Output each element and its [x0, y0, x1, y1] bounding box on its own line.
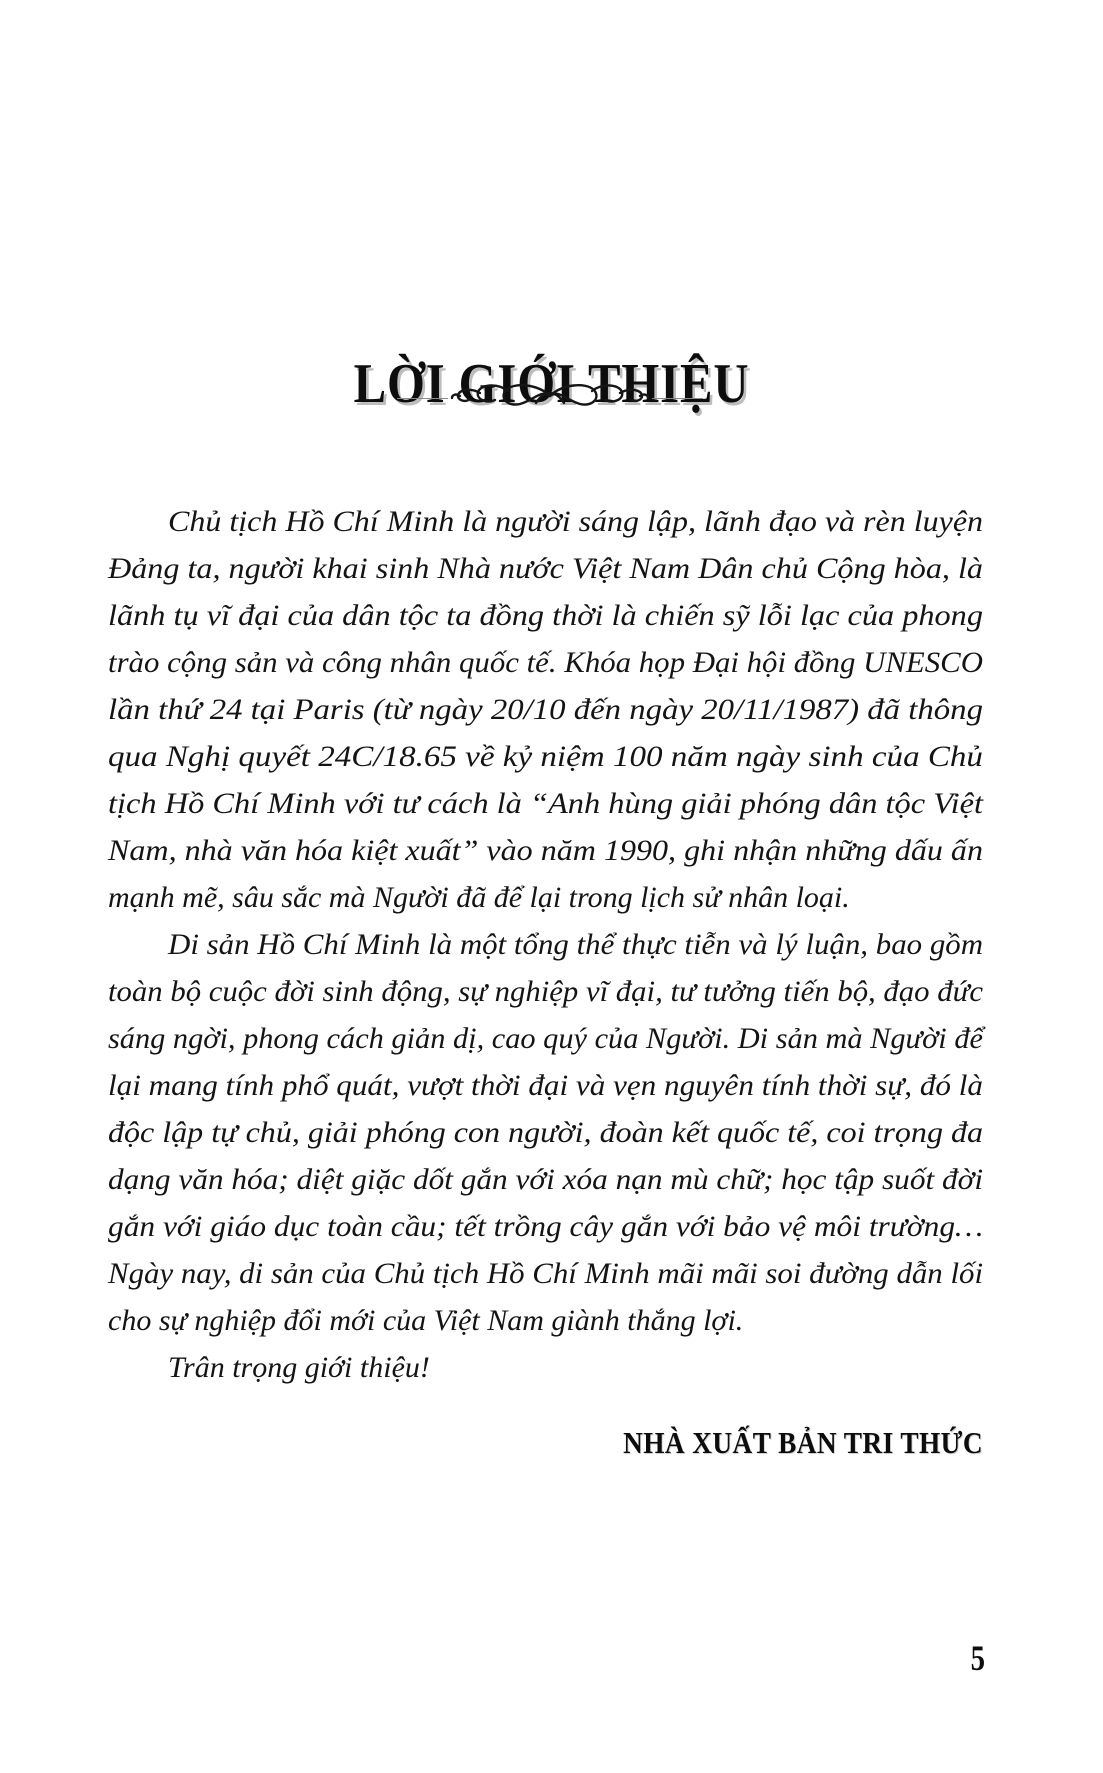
divider-rule-left: [397, 398, 448, 399]
body-line: Chủ tịch Hồ Chí Minh là người sáng lập, lãnh đạo và rèn luyện: [168, 505, 984, 538]
body-line: Đảng ta, người khai sinh Nhà nước Việt Nam Dân chủ Cộng hòa, là: [108, 552, 983, 585]
page-title: LỜI GIỚI THIỆU: [353, 352, 750, 415]
body-line: Di sản Hồ Chí Minh là một tổng thể thực tiễn và lý luận, bao gồm: [168, 928, 984, 961]
flourish-icon: [448, 381, 652, 416]
body-line: Nam, nhà văn hóa kiệt xuất” vào năm 1990, ghi nhận những dấu ấn: [108, 834, 983, 867]
body-line: độc lập tự chủ, giải phóng con người, đoàn kết quốc tế, coi trọng đa: [108, 1116, 984, 1149]
divider-rule-right: [652, 398, 703, 399]
body-text: [108, 498, 983, 1391]
body-line: lần thứ 24 tại Paris (từ ngày 20/10 đến ngày 20/11/1987) đã thông: [108, 693, 983, 726]
body-line: lại mang tính phổ quát, vượt thời đại và vẹn nguyên tính thời sự, đó là: [108, 1069, 983, 1102]
body-line: toàn bộ cuộc đời sinh động, sự nghiệp vĩ đại, tư tưởng tiến bộ, đạo đức: [108, 975, 983, 1008]
ornamental-divider: [397, 383, 703, 413]
body-line: Trân trọng giới thiệu!: [168, 1351, 430, 1384]
paragraph: [108, 921, 983, 1344]
body-line: gắn với giáo dục toàn cầu; tết trồng cây gắn với bảo vệ môi trường…: [108, 1210, 983, 1243]
paragraph: [108, 498, 983, 921]
publisher-signature: NHÀ XUẤT BẢN TRI THỨC: [623, 1425, 983, 1460]
body-line: cho sự nghiệp đổi mới của Việt Nam giành thắng lợi.: [108, 1304, 744, 1337]
paragraph: [108, 1344, 983, 1391]
body-line: lãnh tụ vĩ đại của dân tộc ta đồng thời là chiến sỹ lỗi lạc của phong: [108, 599, 983, 632]
body-line: dạng văn hóa; diệt giặc dốt gắn với xóa nạn mù chữ; học tập suốt đời: [108, 1163, 984, 1196]
body-line: mạnh mẽ, sâu sắc mà Người đã để lại trong lịch sử nhân loại.: [108, 881, 850, 914]
page-number: 5: [970, 1638, 985, 1678]
body-line: trào cộng sản và công nhân quốc tế. Khóa họp Đại hội đồng UNESCO: [108, 646, 983, 679]
body-line: tịch Hồ Chí Minh với tư cách là “Anh hùng giải phóng dân tộc Việt: [108, 787, 984, 820]
body-line: sáng ngời, phong cách giản dị, cao quý của Người. Di sản mà Người để: [108, 1022, 983, 1055]
body-line: Ngày nay, di sản của Chủ tịch Hồ Chí Minh mãi mãi soi đường dẫn lối: [108, 1257, 984, 1290]
body-line: qua Nghị quyết 24C/18.65 về kỷ niệm 100 năm ngày sinh của Chủ: [108, 740, 983, 773]
